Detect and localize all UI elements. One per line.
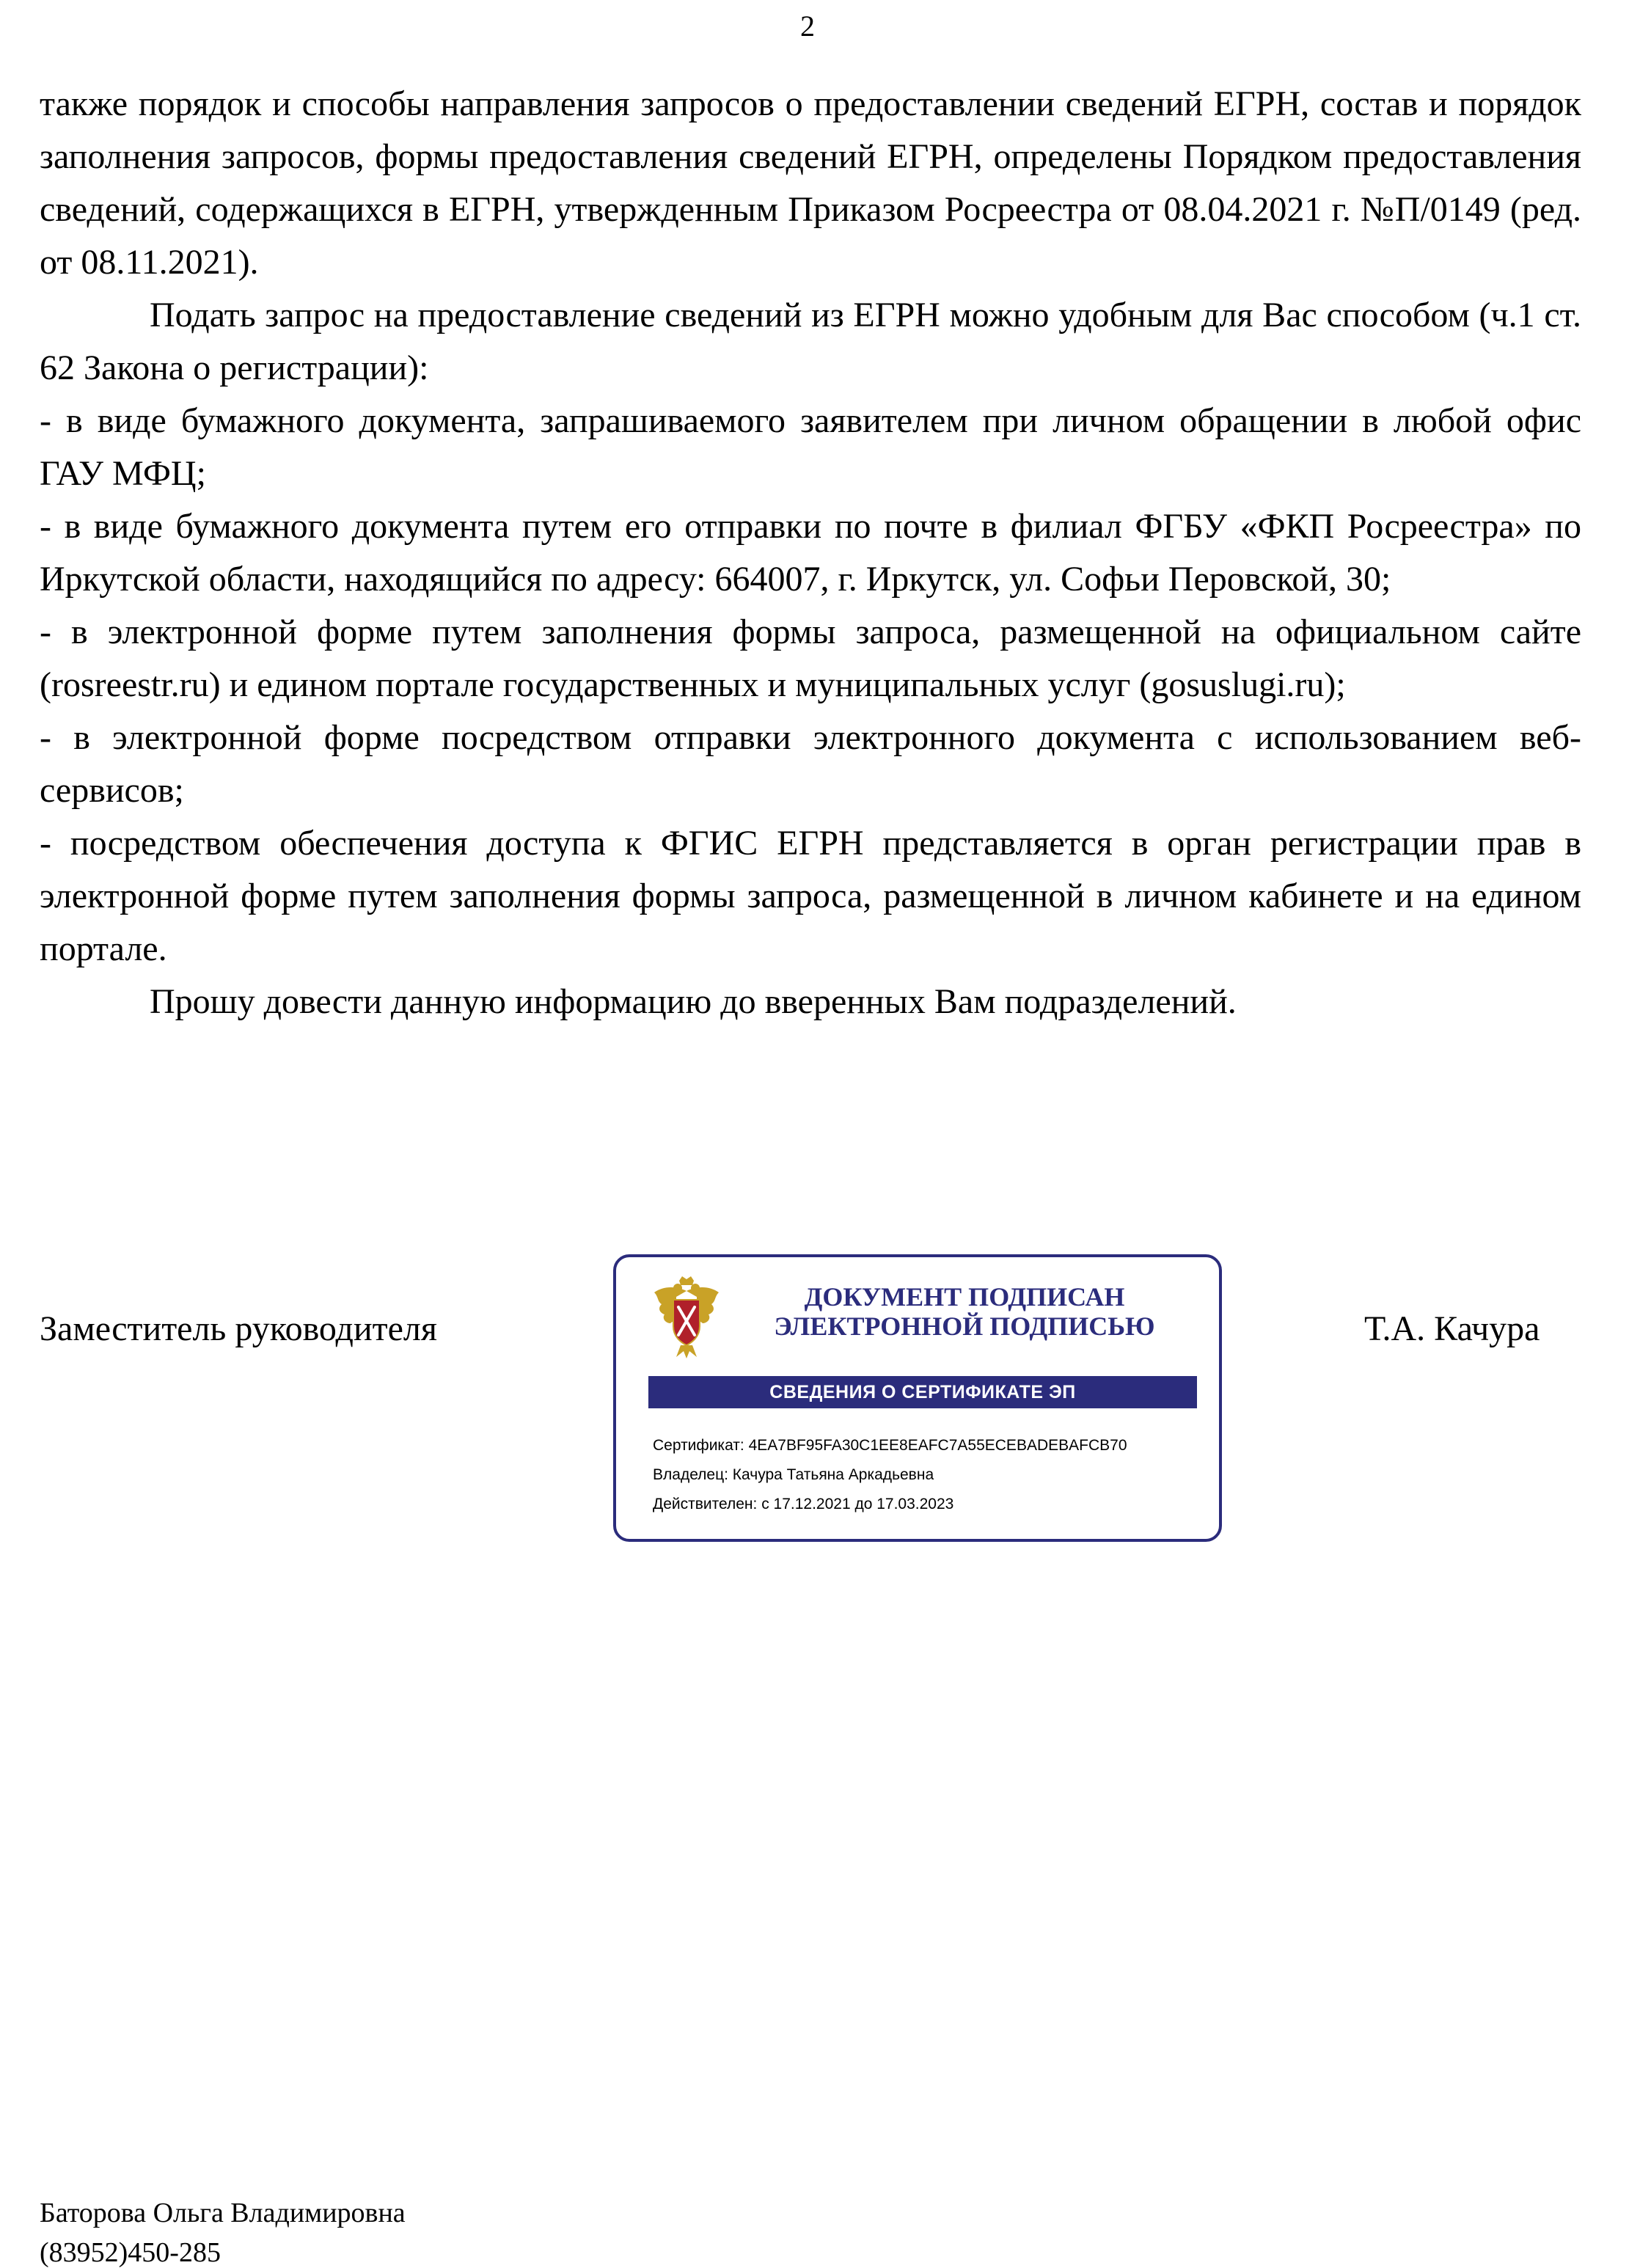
executor-phone: (83952)450-285: [40, 2237, 221, 2268]
signer-name: Т.А. Качура: [1364, 1309, 1540, 1348]
certificate-validity: Действителен: с 17.12.2021 до 17.03.2023: [653, 1496, 954, 1512]
certificate-owner: Владелец: Качура Татьяна Аркадьевна: [653, 1466, 934, 1483]
stamp-heading-line1: ДОКУМЕНТ ПОДПИСАН: [804, 1282, 1125, 1312]
list-item-mfc-office: - в виде бумажного документа, запрашиваемого заявителем при личном обращении в любой офис ГАУ МФЦ;: [40, 401, 1581, 493]
certificate-number: Сертификат: 4EA7BF95FA30C1EE8EAFC7A55ECEBADEBAFCB70: [653, 1437, 1127, 1454]
letter-body: [40, 78, 1581, 1028]
paragraph-closing-request: Прошу довести данную информацию до вверенных Вам подразделений.: [150, 982, 1237, 1021]
electronic-signature-stamp: [613, 1254, 1222, 1542]
page-number: 2: [800, 10, 815, 43]
list-item-postal-mail: - в виде бумажного документа путем его отправки по почте в филиал ФГБУ «ФКП Росреестра» по Иркутской области, находящийся по адресу: 664007, г. Иркутск, ул. Софьи Перовской, 30;: [40, 507, 1581, 599]
executor-name: Баторова Ольга Владимировна: [40, 2198, 406, 2228]
paragraph-submit-request: Подать запрос на предоставление сведений из ЕГРН можно удобным для Вас способом (ч.1 ст. 62 Закона о регистрации):: [40, 296, 1581, 387]
paragraph-requests-order: также порядок и способы направления запросов о предоставлении сведений ЕГРН, состав и порядок заполнения запросов, формы предоставления сведений ЕГРН, определены Порядком предоставления сведений, содержащихся в ЕГРН, утвержденным Приказом Росреестра от 08.04.2021 г. №П/0149 (ред. от 08.11.2021).: [40, 84, 1581, 282]
list-item-fgis-access: - посредством обеспечения доступа к ФГИС ЕГРН представляется в орган регистрации прав в электронной форме путем заполнения формы запроса, размещенной в личном кабинете и на едином портале.: [40, 824, 1581, 968]
signer-title: Заместитель руководителя: [40, 1309, 437, 1348]
list-item-online-portal: - в электронной форме путем заполнения формы запроса, размещенной на официальном сайте (rosreestr.ru) и едином портале государственных и муниципальных услуг (gosuslugi.ru);: [40, 612, 1581, 704]
list-item-web-services: - в электронной форме посредством отправки электронного документа с использованием веб-сервисов;: [40, 718, 1581, 810]
stamp-heading: [741, 1282, 1188, 1341]
stamp-heading-line2: ЭЛЕКТРОННОЙ ПОДПИСЬЮ: [774, 1312, 1155, 1341]
coat-of-arms-icon: [651, 1275, 722, 1360]
certificate-info-bar: СВЕДЕНИЯ О СЕРТИФИКАТЕ ЭП: [648, 1376, 1197, 1408]
